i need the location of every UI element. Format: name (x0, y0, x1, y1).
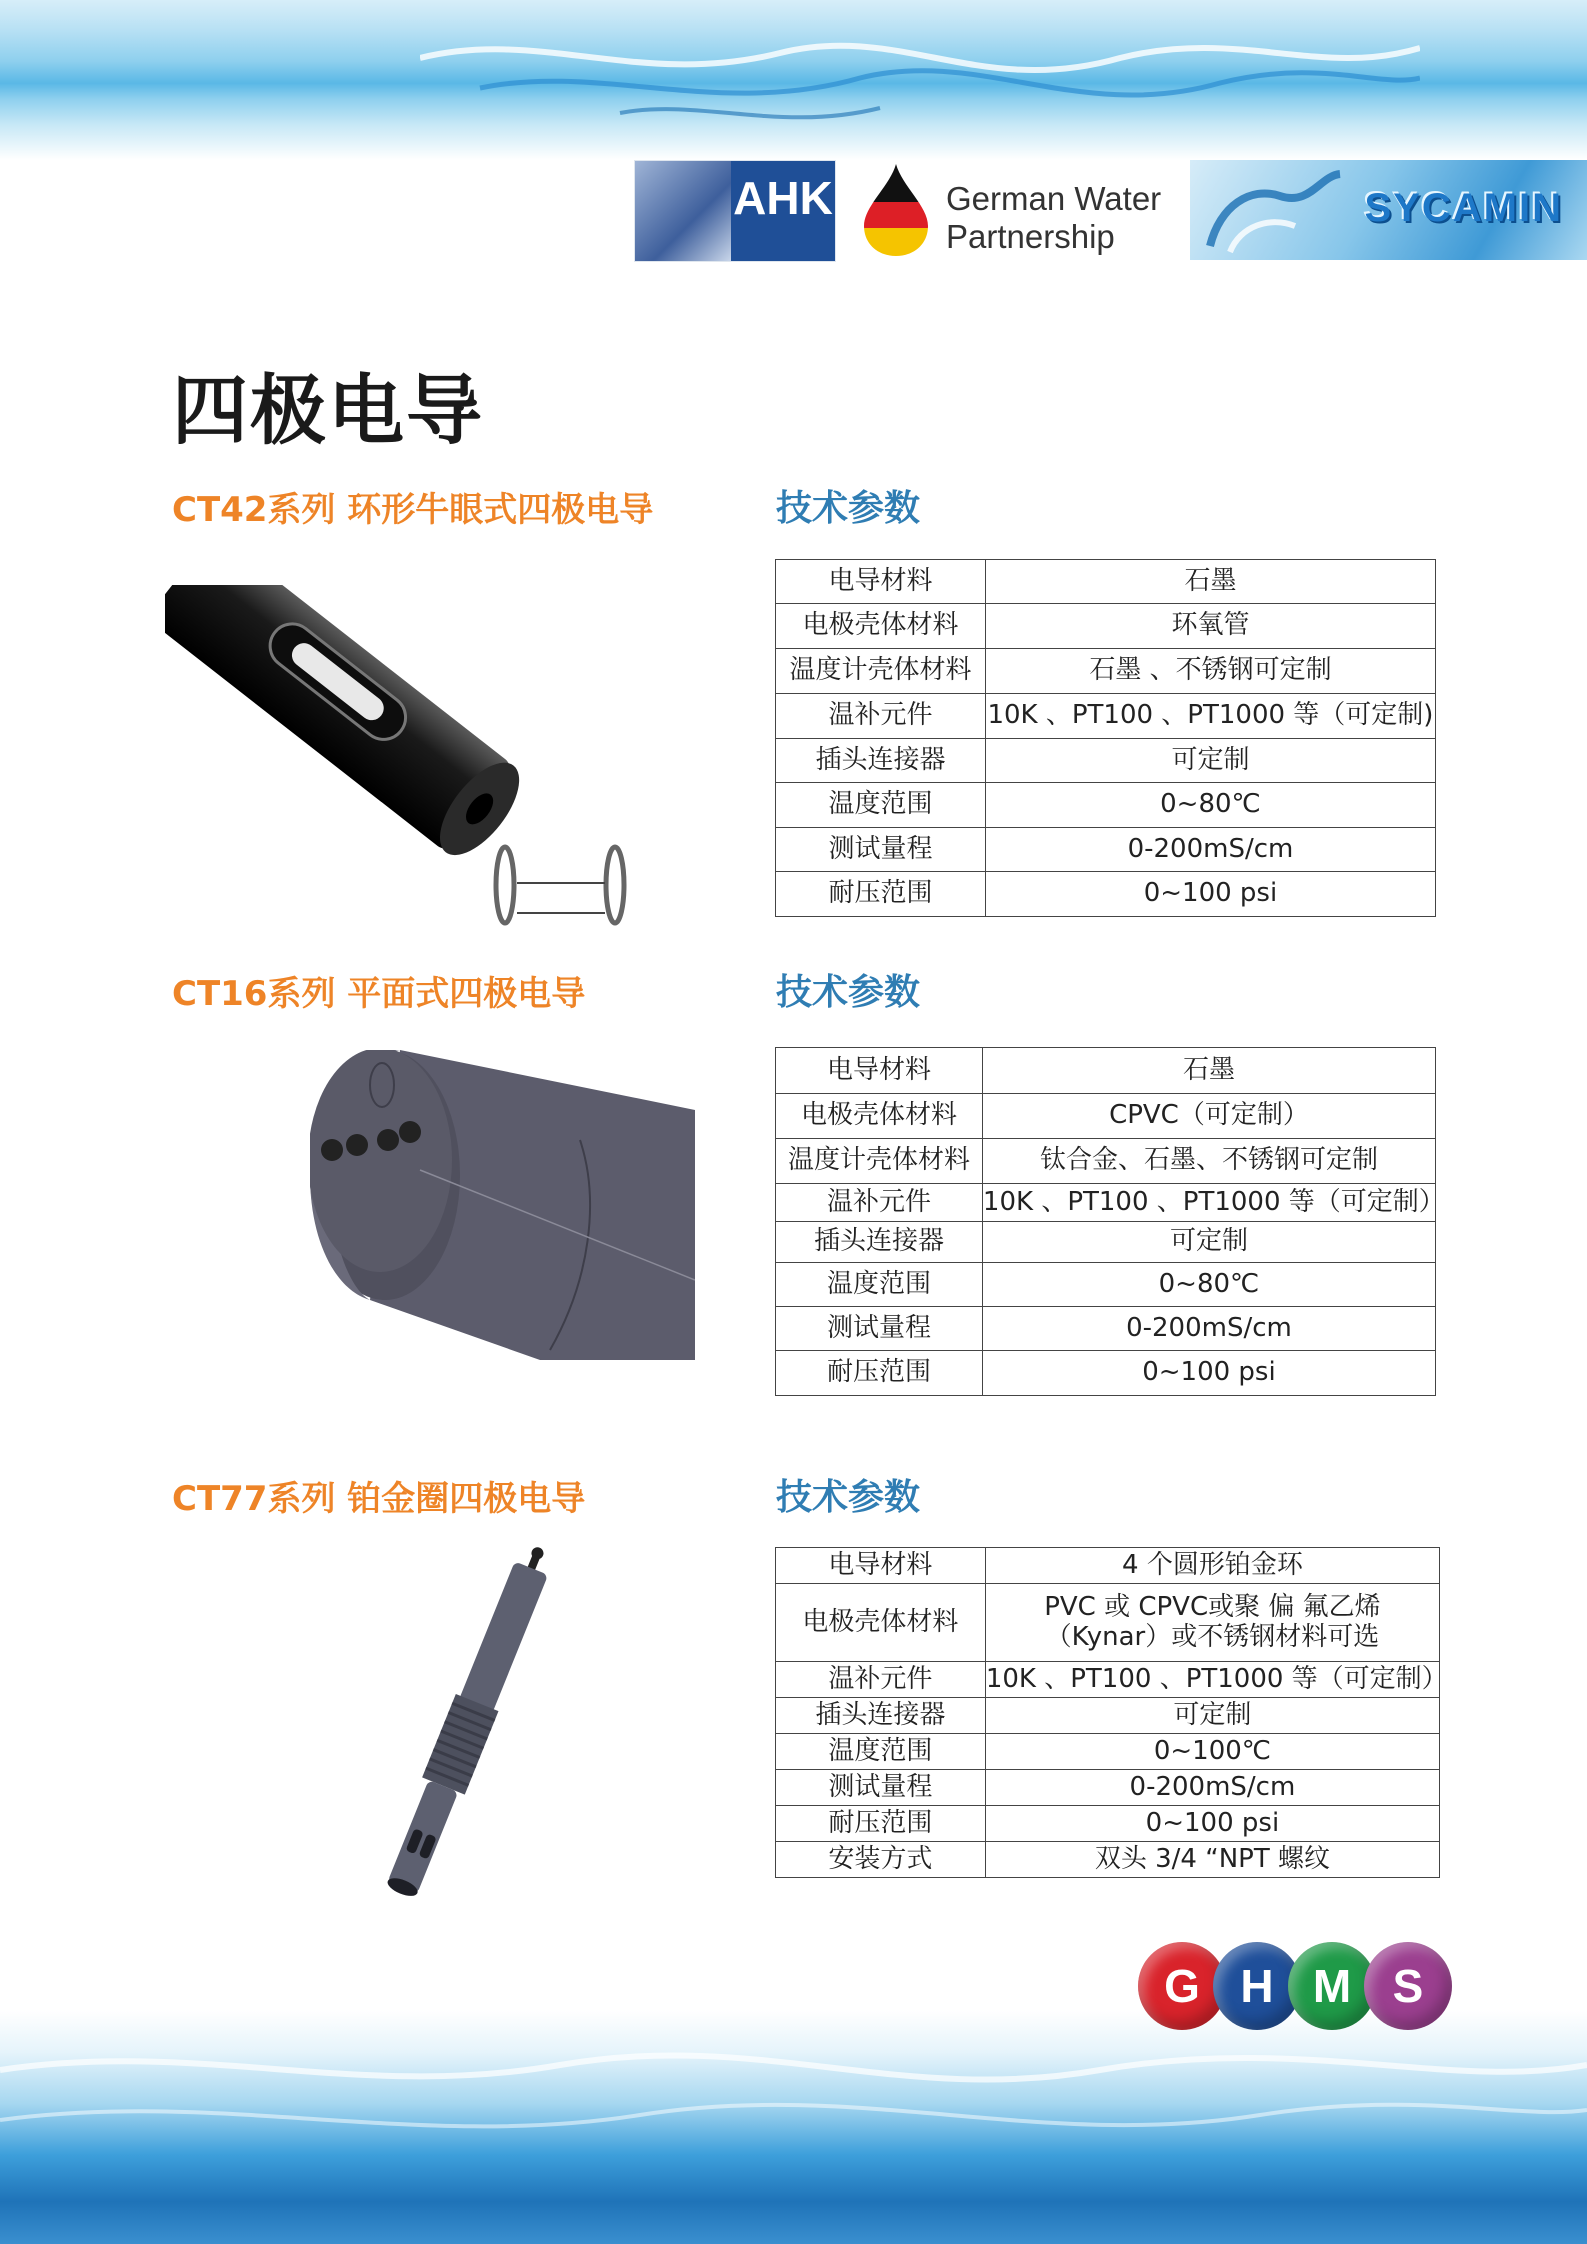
table-row (776, 1184, 1436, 1222)
table-row (776, 1351, 1436, 1396)
spec-value: 4 个圆形铂金环 (985, 1548, 1439, 1584)
ct42-probe-image (165, 585, 635, 950)
ct77-spec-title: 技术参数 (776, 1477, 921, 1518)
spec-key: 耐压范围 (776, 872, 986, 917)
spec-value: CPVC（可定制） (982, 1094, 1435, 1139)
spec-key: 温度范围 (776, 1734, 986, 1770)
spec-value: 0~80℃ (985, 783, 1435, 828)
ct77-probe-image (305, 1535, 625, 1925)
spec-key: 电导材料 (776, 560, 986, 604)
gwp-line-2: Partnership (946, 218, 1115, 255)
spec-key: 温度范围 (776, 1263, 983, 1307)
table-row (776, 828, 1436, 872)
water-splash-graphic (420, 18, 1420, 138)
water-wave-graphic (0, 2010, 1587, 2244)
gwp-logo-text (946, 180, 1161, 256)
table-row (776, 1548, 1440, 1584)
page-title: 四极电导 (172, 366, 484, 455)
header-water-banner (0, 0, 1587, 160)
table-row (776, 1770, 1440, 1806)
spec-key: 插头连接器 (776, 1698, 986, 1734)
table-row (776, 1806, 1440, 1842)
gwp-line-1: German Water (946, 180, 1162, 217)
spec-value: 0~100 psi (985, 872, 1435, 917)
spec-value: 10K 、PT100 、PT1000 等（可定制) (985, 694, 1435, 739)
table-row (776, 649, 1436, 694)
table-row (776, 1662, 1440, 1698)
spec-key: 电极壳体材料 (776, 1584, 986, 1662)
ct77-spec-table (775, 1547, 1448, 1878)
spec-key: 测试量程 (776, 1770, 986, 1806)
table-row (776, 783, 1436, 828)
table-row (776, 694, 1436, 739)
spec-key: 耐压范围 (776, 1806, 986, 1842)
spec-value: 双头 3/4 “NPT 螺纹 (985, 1842, 1439, 1878)
spec-key: 电导材料 (776, 1048, 983, 1094)
ghms-letter-g: G (1138, 1942, 1226, 2030)
spec-key: 温度计壳体材料 (776, 649, 986, 694)
spec-key: 温补元件 (776, 1662, 986, 1698)
spec-value: 可定制 (985, 739, 1435, 783)
spec-key: 安装方式 (776, 1842, 986, 1878)
spec-value: 可定制 (985, 1698, 1439, 1734)
dragon-emblem-icon (635, 161, 731, 261)
ct16-spec-table (775, 1047, 1445, 1396)
spec-value: 0-200mS/cm (985, 828, 1435, 872)
table-row (776, 1307, 1436, 1351)
ct16-series-title: CT16系列 平面式四极电导 (172, 974, 586, 1014)
table-row (776, 560, 1436, 604)
table-row (776, 1698, 1440, 1734)
ct77-series-title: CT77系列 铂金圈四极电导 (172, 1479, 586, 1519)
ghms-letter-h: H (1213, 1942, 1301, 2030)
ghms-letter-m: M (1288, 1942, 1376, 2030)
spec-key: 电极壳体材料 (776, 1094, 983, 1139)
spec-value-line-1: PVC 或 CPVC或聚 偏 氟乙烯 (1044, 1591, 1381, 1622)
spec-key: 电导材料 (776, 1548, 986, 1584)
ahk-logo-text: AHK (731, 161, 835, 261)
german-water-partnership-logo (856, 160, 1186, 260)
table-row (776, 1263, 1436, 1307)
ct42-spec-table (775, 559, 1436, 917)
spec-value: 可定制 (982, 1222, 1435, 1263)
water-swirl-icon (1200, 166, 1350, 254)
spec-key: 电极壳体材料 (776, 604, 986, 649)
ghms-letter-s: S (1364, 1942, 1452, 2030)
ct42-series-title: CT42系列 环形牛眼式四极电导 (172, 490, 654, 530)
spec-key: 插头连接器 (776, 739, 986, 783)
table-row (776, 1139, 1436, 1184)
spec-value-multiline (985, 1584, 1439, 1662)
spec-value: 0-200mS/cm (985, 1770, 1439, 1806)
spec-key: 耐压范围 (776, 1351, 983, 1396)
sycamin-logo-text: SYCAMIN (1364, 186, 1563, 230)
sycamin-logo (1190, 160, 1587, 260)
tricolor-drop-icon (860, 162, 932, 258)
spec-value: 石墨 (985, 560, 1435, 604)
ahk-logo (634, 160, 836, 262)
table-row (776, 1094, 1436, 1139)
table-row (776, 1842, 1440, 1878)
spec-value: 10K 、PT100 、PT1000 等（可定制） (985, 1662, 1439, 1698)
ct16-spec-title: 技术参数 (776, 972, 921, 1013)
table-row (776, 1734, 1440, 1770)
table-row (776, 1222, 1436, 1263)
spec-key: 测试量程 (776, 828, 986, 872)
spec-key: 温补元件 (776, 1184, 983, 1222)
spec-key: 插头连接器 (776, 1222, 983, 1263)
spec-value: 10K 、PT100 、PT1000 等（可定制） (982, 1184, 1435, 1222)
spec-value-line-2: （Kynar）或不锈钢材料可选 (1045, 1621, 1380, 1652)
spec-value: 石墨 (982, 1048, 1435, 1094)
table-row (776, 739, 1436, 783)
spec-key: 温补元件 (776, 694, 986, 739)
table-row (776, 1048, 1436, 1094)
ct42-spec-title: 技术参数 (776, 488, 921, 529)
spec-value: 环氧管 (985, 604, 1435, 649)
ct16-probe-image (310, 1050, 695, 1360)
spec-value: 0-200mS/cm (982, 1307, 1435, 1351)
spec-value: 0~100℃ (985, 1734, 1439, 1770)
footer-water-banner (0, 2010, 1587, 2244)
spec-value: 石墨 、不锈钢可定制 (985, 649, 1435, 694)
table-row (776, 604, 1436, 649)
table-row (776, 872, 1436, 917)
spec-value: 钛合金、石墨、不锈钢可定制 (982, 1139, 1435, 1184)
spec-value: 0~100 psi (982, 1351, 1435, 1396)
spec-key: 测试量程 (776, 1307, 983, 1351)
table-row (776, 1584, 1440, 1662)
spec-value: 0~100 psi (985, 1806, 1439, 1842)
spec-key: 温度计壳体材料 (776, 1139, 983, 1184)
ghms-logo (1138, 1942, 1452, 2030)
spec-value: 0~80℃ (982, 1263, 1435, 1307)
spec-key: 温度范围 (776, 783, 986, 828)
